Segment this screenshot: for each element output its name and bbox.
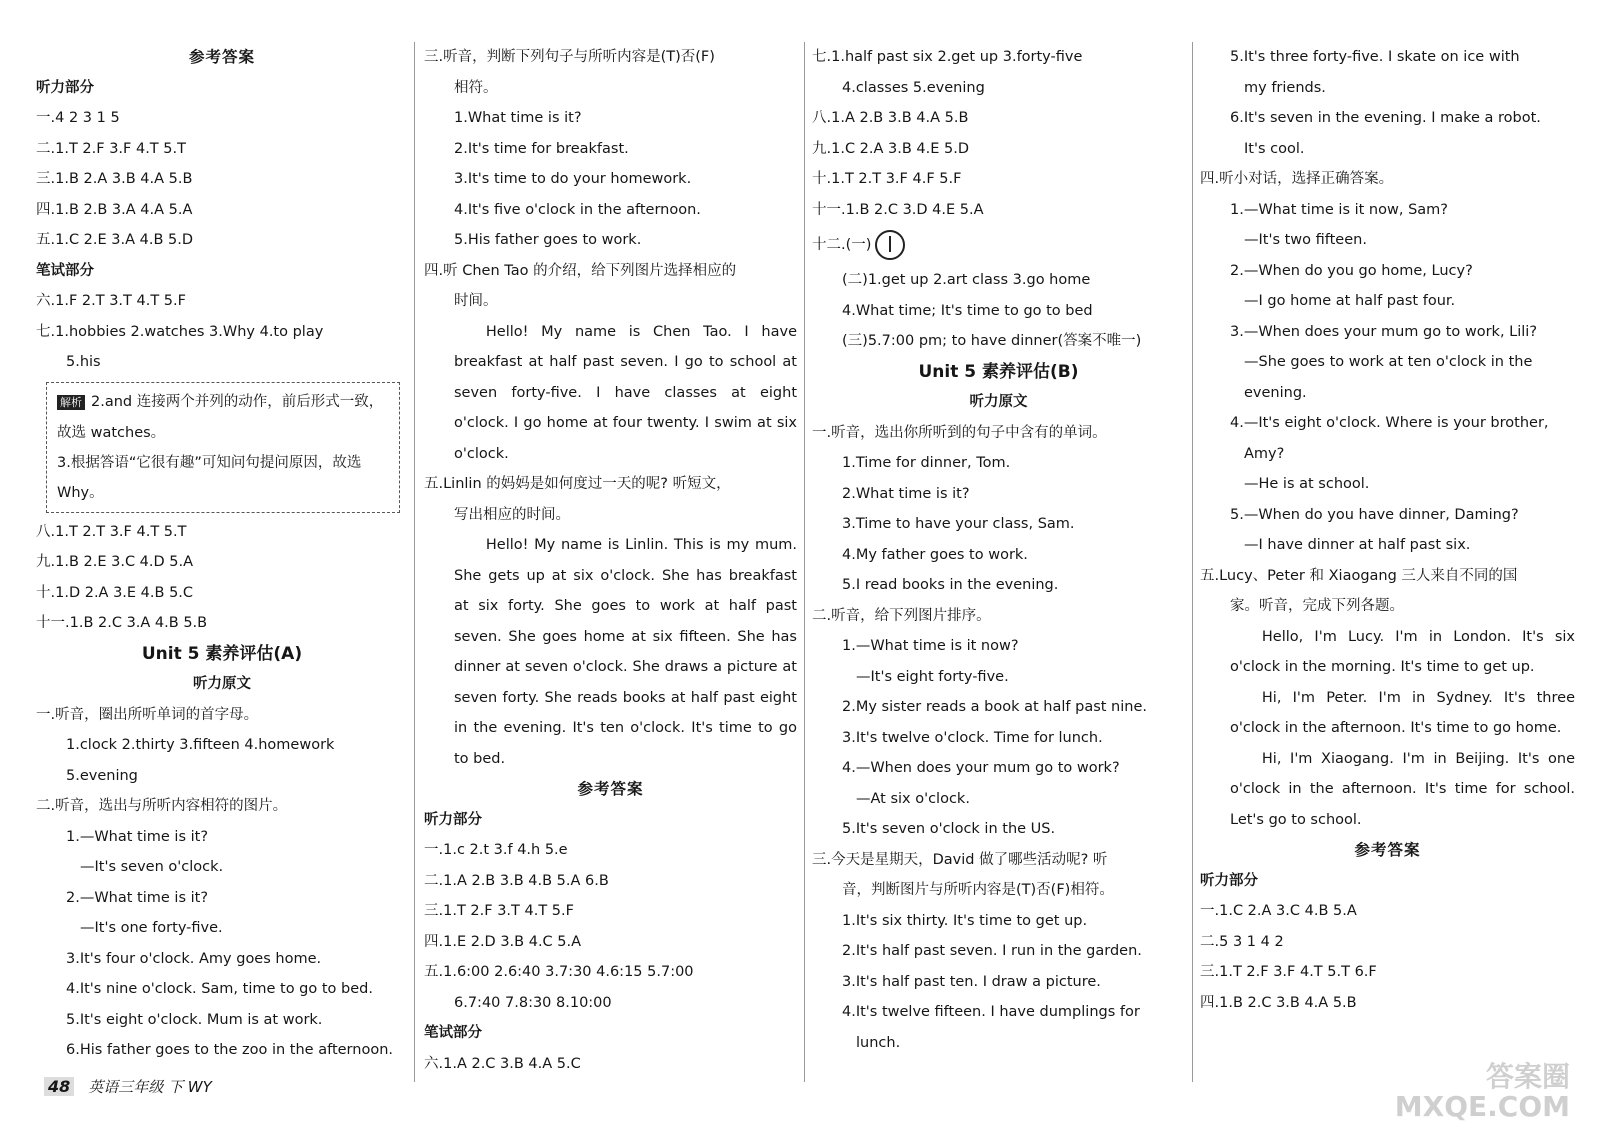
question-heading: 四.听小对话，选择正确答案。 [1200,171,1394,187]
answer-line: 4.classes 5.evening [842,79,985,96]
script-line: 1.—What time is it now, Sam? [1230,201,1448,218]
answer-line: 八.1.A 2.B 3.B 4.A 5.B [812,110,969,126]
script-line: —I go home at half past four. [1244,293,1456,309]
script-line: 6.His father goes to the zoo in the afternoon. [66,1042,393,1058]
script-line: 2.It's half past seven. I run in the garden. [842,943,1142,959]
unit-title: Unit 5 素养评估(B) [918,361,1079,382]
script-line: 4.It's nine o'clock. Sam, time to go to bed. [66,981,373,997]
question-heading: 时间。 [454,293,498,309]
script-line: 3.Time to have your class, Sam. [842,516,1075,532]
answer-line: 一.1.C 2.A 3.C 4.B 5.A [1200,903,1357,919]
question-heading: 一.听音，选出你所听到的句子中含有的单词。 [812,424,1107,441]
question-heading: 二.听音，选出与所听内容相符的图片。 [36,798,288,814]
script-line: 4.My father goes to work. [842,546,1028,563]
script-line: 2.My sister reads a book at half past nine. [842,699,1147,715]
column-divider [804,42,805,1082]
page-footer [44,1076,212,1097]
answer-line: 八.1.T 2.T 3.F 4.T 5.T [36,523,187,540]
unit-title: Unit 5 素养评估(A) [141,643,303,664]
answer-line: 十一.1.B 2.C 3.A 4.B 5.B [36,615,208,631]
script-line: 2.It's time for breakfast. [454,140,629,157]
answer-label: 十二.(一) [812,237,872,253]
script-line: 1.What time is it? [454,110,582,126]
answer-line: 三.1.T 2.F 3.T 4.T 5.F [424,903,574,919]
script-line: 3.It's time to do your homework. [454,171,692,187]
answer-line: 三.1.B 2.A 3.B 4.A 5.B [36,171,193,187]
script-line: 2.—What time is it? [66,889,209,906]
script-line: —She goes to work at ten o'clock in the [1244,354,1533,370]
script-paragraph: Hi, I'm Xiaogang. I'm in Beijing. It's one o'clock in the afternoon. It's time for school. Let's go to school. [1230,750,1575,828]
listening-label: 听力部分 [1200,872,1258,889]
answer-line: 四.1.E 2.D 3.B 4.C 5.A [424,933,582,950]
script-line: —It's two fifteen. [1244,232,1367,248]
answer-line: 五.1.6:00 2.6:40 3.7:30 4.6:15 5.7:00 [424,964,694,980]
script-line: 4.It's twelve fifteen. I have dumplings for [842,1004,1140,1020]
question-heading: 相符。 [454,79,498,96]
column-4 [1200,42,1575,1018]
script-paragraph: Hello! My name is Linlin. This is my mum. She gets up at six o'clock. She has breakfast at six forty. She goes to work at half past seven. She goes home at six fifteen. She has dinner at seven o'clock. She draws a picture at seven forty. She reads books at half past eight in the evening. It's ten o'clock. It's time to go to bed. [454,537,797,767]
watermark-url: MXQE.COM [1394,1090,1570,1123]
answer-line: 5.his [66,354,101,370]
section-title: 参考答案 [1354,841,1421,859]
script-line: 1.—What time is it now? [842,638,1019,654]
answer-line: 七.1.hobbies 2.watches 3.Why 4.to play [36,323,324,340]
column-3 [812,42,1185,1058]
analysis-tag: 解析 [57,395,85,410]
answer-line: 二.1.T 2.F 3.F 4.T 5.T [36,140,186,157]
answer-line: 九.1.B 2.E 3.C 4.D 5.A [36,554,194,570]
script-line: 1.—What time is it? [66,828,209,845]
answer-line: 六.1.A 2.C 3.B 4.A 5.C [424,1055,581,1072]
analysis-note [46,382,400,513]
script-line: 1.It's six thirty. It's time to get up. [842,912,1088,929]
script-line: 1.Time for dinner, Tom. [842,455,1011,471]
question-heading: 五.Lucy、Peter 和 Xiaogang 三人来自不同的国 [1200,567,1518,584]
question-heading: 四.听 Chen Tao 的介绍，给下列图片选择相应的 [424,262,737,279]
script-paragraph: Hello! My name is Chen Tao. I have breakfast at half past seven. I go to school at seven forty-five. I have classes at eight o'clock. I go home at four twenty. I swim at six o'clock. [454,323,797,462]
script-line: 3.—When does your mum go to work, Lili? [1230,323,1538,340]
question-heading: 五.Linlin 的妈妈是如何度过一天的呢? 听短文， [424,476,731,492]
column-divider [414,42,415,1082]
script-line: —It's seven o'clock. [80,859,224,875]
answer-line: 6.7:40 7.8:30 8.10:00 [454,994,612,1011]
script-line: 5.His father goes to work. [454,232,642,248]
script-line: 3.It's half past ten. I draw a picture. [842,973,1101,990]
written-label: 笔试部分 [424,1025,482,1041]
column-1 [36,42,408,1066]
script-paragraph: Hello, I'm Lucy. I'm in London. It's six o'clock in the morning. It's time to get up. [1230,628,1575,675]
written-label: 笔试部分 [36,262,94,279]
watermark [1395,1062,1570,1122]
script-line: 4.It's five o'clock in the afternoon. [454,201,701,218]
question-heading: 音，判断图片与所听内容是(T)否(F)相符。 [842,882,1114,898]
answer-line: 三.1.T 2.F 3.F 4.T 5.T 6.F [1200,964,1377,980]
script-line: evening. [1244,384,1307,401]
script-line: lunch. [856,1034,901,1051]
page-number: 48 [44,1077,74,1096]
script-line: 2.What time is it? [842,485,970,502]
script-line: Amy? [1244,445,1285,462]
answer-line: 四.1.B 2.C 3.B 4.A 5.B [1200,994,1357,1011]
script-line: my friends. [1244,79,1326,96]
question-heading: 三.听音，判断下列句子与所听内容是(T)否(F) [424,49,715,65]
script-line: —At six o'clock. [856,790,970,807]
script-line: 5.—When do you have dinner, Daming? [1230,506,1519,523]
analysis-text: 2.and 连接两个并列的动作，前后形式一致，故选 watches。 [57,393,384,441]
script-line: —It's one forty-five. [80,920,223,936]
answer-line: 一.1.c 2.t 3.f 4.h 5.e [424,842,568,858]
question-heading: 一.听音，圈出所听单词的首字母。 [36,706,259,723]
question-heading: 家。听音，完成下列各题。 [1230,598,1404,614]
script-line: 5.It's three forty-five. I skate on ice with [1230,49,1520,65]
column-2 [424,42,797,1079]
script-line: 5.It's seven o'clock in the US. [842,821,1056,837]
analysis-text: 3.根据答语“它很有趣”可知问句提问原因，故选 Why。 [57,454,362,501]
clock-icon [875,230,905,260]
answer-line: 六.1.F 2.T 3.T 4.T 5.F [36,293,186,309]
listening-label: 听力部分 [36,79,94,96]
script-title: 听力原文 [193,676,251,692]
answer-line: 二.1.A 2.B 3.B 4.B 5.A 6.B [424,872,609,889]
book-label: 英语三年级 下 WY [88,1078,212,1096]
script-line: 3.It's four o'clock. Amy goes home. [66,950,322,967]
listening-label: 听力部分 [424,811,482,828]
column-divider [1192,42,1193,1082]
script-line: —I have dinner at half past six. [1244,537,1471,553]
question-heading: 写出相应的时间。 [454,506,570,523]
answer-line: 二.5 3 1 4 2 [1200,933,1284,950]
answer-line: 一.4 2 3 1 5 [36,110,120,126]
script-line: 5.evening [66,767,138,784]
script-line: It's cool. [1244,140,1305,157]
answer-line: 四.1.B 2.B 3.A 4.A 5.A [36,201,193,218]
script-line: 4.—When does your mum go to work? [842,760,1120,776]
script-line: —He is at school. [1244,476,1370,492]
answer-line: 十一.1.B 2.C 3.D 4.E 5.A [812,201,984,218]
answer-line: 九.1.C 2.A 3.B 4.E 5.D [812,140,970,157]
script-line: 4.—It's eight o'clock. Where is your brother, [1230,415,1549,431]
answer-line: (二)1.get up 2.art class 3.go home [842,272,1091,288]
script-line: 5.It's eight o'clock. Mum is at work. [66,1011,323,1028]
section-title: 参考答案 [188,48,255,66]
script-line: 1.clock 2.thirty 3.fifteen 4.homework [66,737,335,753]
script-line: —It's eight forty-five. [856,668,1009,685]
answer-line [812,225,1185,265]
question-heading: 三.今天是星期天，David 做了哪些活动呢? 听 [812,851,1108,868]
script-line: 6.It's seven in the evening. I make a robot. [1230,110,1541,126]
script-line: 3.It's twelve o'clock. Time for lunch. [842,729,1103,746]
section-title: 参考答案 [577,780,644,798]
answer-line: 十.1.D 2.A 3.E 4.B 5.C [36,584,194,601]
answer-line: 五.1.C 2.E 3.A 4.B 5.D [36,232,194,248]
answer-line: 4.What time; It's time to go to bed [842,302,1093,319]
script-line: 2.—When do you go home, Lucy? [1230,262,1473,279]
answer-line: 七.1.half past six 2.get up 3.forty-five [812,49,1083,65]
script-title: 听力原文 [969,394,1028,410]
script-line: 5.I read books in the evening. [842,577,1059,593]
watermark-text: 答案圈 [1485,1060,1570,1093]
script-paragraph: Hi, I'm Peter. I'm in Sydney. It's three o'clock in the afternoon. It's time to go home. [1230,689,1575,736]
question-heading: 二.听音，给下列图片排序。 [812,607,991,624]
answer-line: (三)5.7:00 pm; to have dinner(答案不唯一) [842,333,1142,349]
answer-line: 十.1.T 2.T 3.F 4.F 5.F [812,171,962,187]
